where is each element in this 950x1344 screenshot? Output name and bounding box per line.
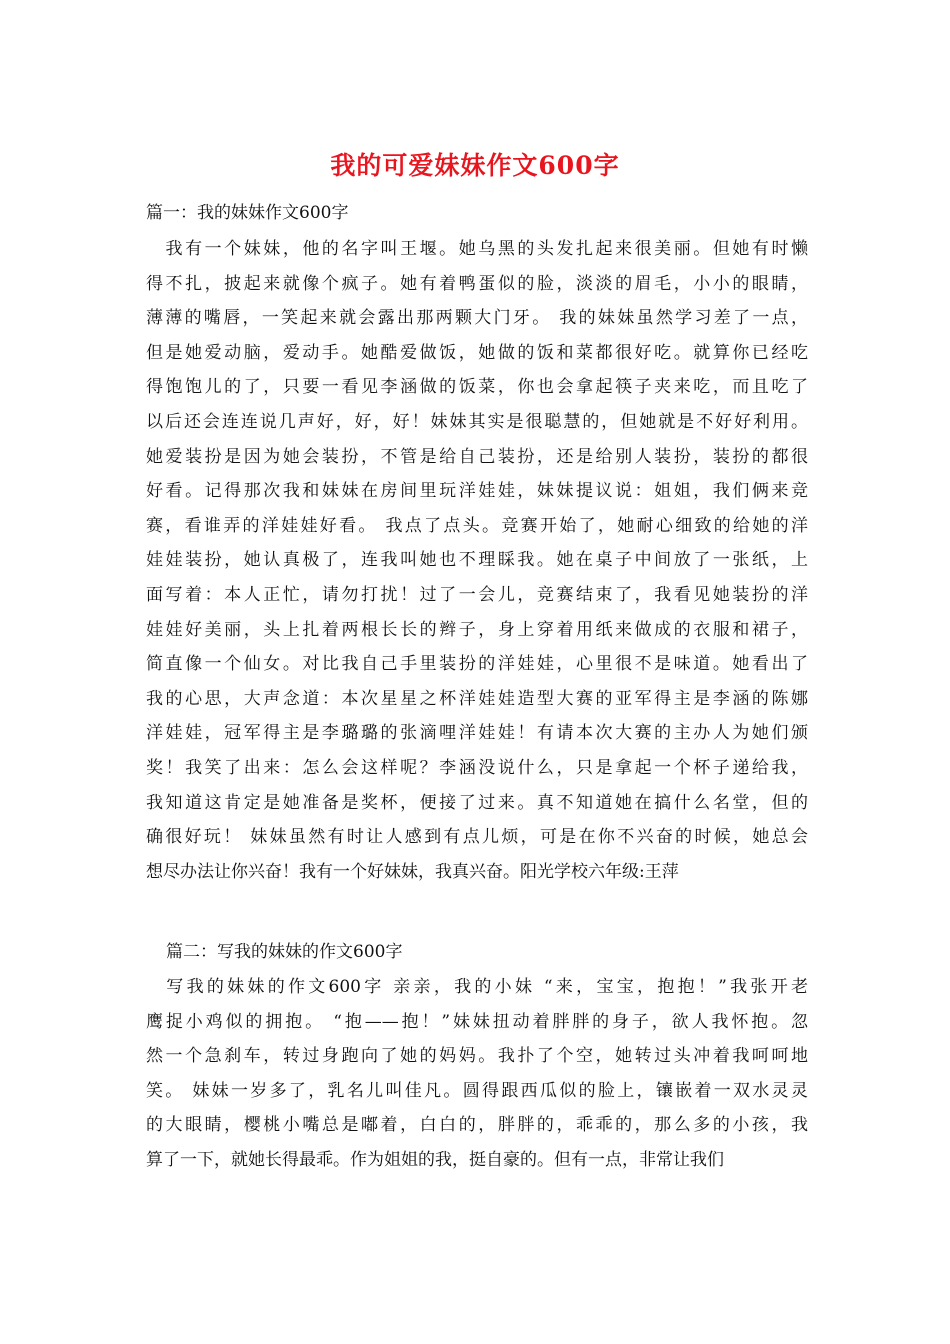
text-line: 然一个急刹车，转过身跑向了她的妈妈。我扑了个空，她转过头冲着我呵呵地 bbox=[146, 1046, 808, 1067]
document-title: 我的可爱妹妹作文600字 bbox=[330, 151, 620, 180]
text-line: 但是她爱动脑，爱动手。她酷爱做饭，她做的饭和菜都很好吃。就算你已经吃 bbox=[146, 342, 808, 363]
text-line: 以后还会连连说几声好，好，好！妹妹其实是很聪慧的，但她就是不好好利用。 bbox=[146, 411, 808, 432]
text-line: 想尽办法让你兴奋！我有一个好妹妹，我真兴奋。阳光学校六年级:王萍 bbox=[146, 861, 679, 882]
text-line: 得饱饱儿的了，只要一看见李涵做的饭菜，你也会拿起筷子夹来吃，而且吃了 bbox=[146, 377, 808, 398]
text-line: 笑。 妹妹一岁多了，乳名儿叫佳凡。圆得跟西瓜似的脸上，镶嵌着一双水灵灵 bbox=[146, 1080, 808, 1101]
text-line: 奖！我笑了出来：怎么会这样呢？李涵没说什么，只是拿起一个杯子递给我， bbox=[146, 757, 808, 778]
text-line: 娃娃好美丽，头上扎着两根长长的辫子，身上穿着用纸来做成的衣服和裙子， bbox=[146, 619, 808, 640]
text-line: 洋娃娃，冠军得主是李璐璐的张滴哩洋娃娃！有请本次大赛的主办人为她们颁 bbox=[146, 723, 808, 744]
text-line: 得不扎，披起来就像个疯子。她有着鸭蛋似的脸，淡淡的眉毛，小小的眼睛， bbox=[146, 273, 808, 294]
section2-paragraph bbox=[146, 970, 808, 1178]
text-line: 的大眼睛，樱桃小嘴总是嘟着，白白的，胖胖的，乖乖的，那么多的小孩，我 bbox=[146, 1115, 808, 1136]
text-line: 鹰捉小鸡似的拥抱。 “抱——抱！”妹妹扭动着胖胖的身子，欲人我怀抱。忽 bbox=[146, 1011, 808, 1032]
text-line: 面写着：本人正忙，请勿打扰！过了一会儿，竞赛结束了，我看见她装扮的洋 bbox=[146, 584, 808, 605]
text-line: 我有一个妹妹，他的名字叫王堰。她乌黑的头发扎起来很美丽。但她有时懒 bbox=[146, 239, 808, 259]
text-line: 好看。记得那次我和妹妹在房间里玩洋娃娃，妹妹提议说：姐姐，我们俩来竞 bbox=[146, 481, 808, 502]
text-line: 算了一下，就她长得最乖。作为姐姐的我，挺自豪的。但有一点，非常让我们 bbox=[146, 1149, 724, 1170]
text-line: 简直像一个仙女。对比我自己手里装扮的洋娃娃，心里很不是味道。她看出了 bbox=[146, 654, 808, 675]
text-line: 我的心思，大声念道：本次星星之杯洋娃娃造型大赛的亚军得主是李涵的陈娜 bbox=[146, 688, 808, 709]
text-line: 赛，看谁弄的洋娃娃好看。 我点了点头。竞赛开始了，她耐心细致的给她的洋 bbox=[146, 515, 808, 536]
text-line: 写我的妹妹的作文600字 亲亲，我的小妹 “来，宝宝，抱抱！”我张开老 bbox=[146, 977, 808, 997]
text-line: 娃娃装扮，她认真极了，连我叫她也不理睬我。她在桌子中间放了一张纸，上 bbox=[146, 550, 808, 571]
text-line: 她爱装扮是因为她会装扮，不管是给自己装扮，还是给别人装扮，装扮的都很 bbox=[146, 446, 808, 467]
section2-heading: 篇二：写我的妹妹的作文600字 bbox=[166, 942, 403, 962]
text-line: 我知道这肯定是她准备是奖杯，便接了过来。真不知道她在搞什么名堂，但的 bbox=[146, 792, 808, 813]
section1-heading: 篇一：我的妹妹作文600字 bbox=[146, 203, 349, 223]
text-line: 确很好玩！ 妹妹虽然有时让人感到有点儿烦，可是在你不兴奋的时候，她总会 bbox=[146, 827, 808, 848]
text-line: 薄薄的嘴唇，一笑起来就会露出那两颗大门牙。 我的妹妹虽然学习差了一点， bbox=[146, 308, 808, 329]
section1-paragraph bbox=[146, 232, 808, 889]
